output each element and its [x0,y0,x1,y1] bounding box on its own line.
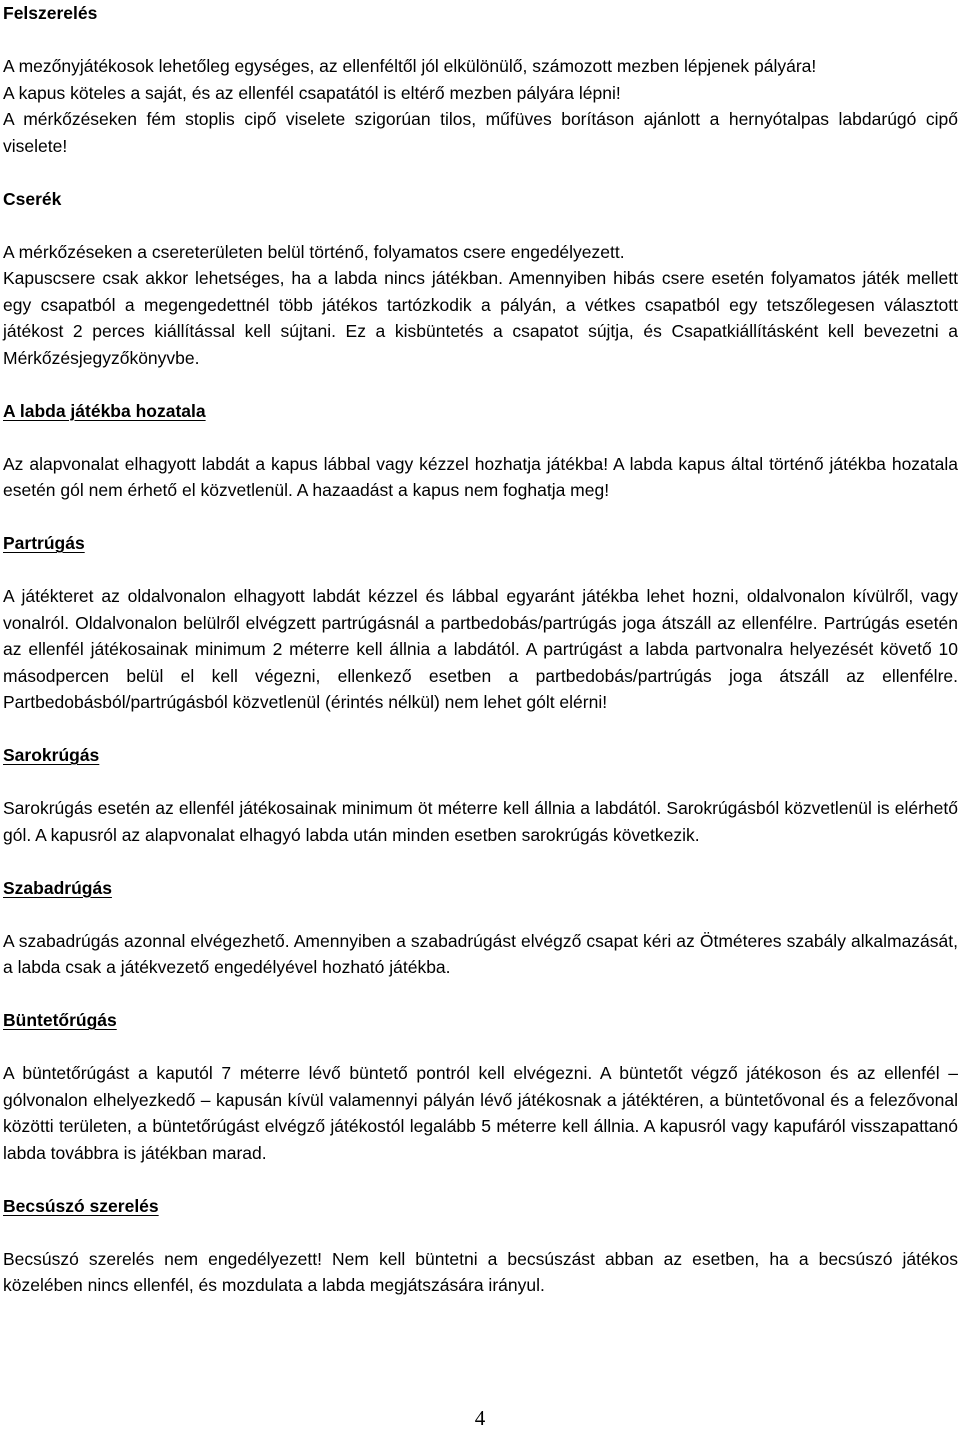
paragraph: A játékteret az oldalvonalon elhagyott labdát kézzel és lábbal egyaránt játékba lehet hozni, oldalvonalon kívülről, vagy vonalról. Oldalvonalon belülről elvégzett partrúgásnál a partbedobás/partrúgás joga átszáll az ellenfélre. Partrúgás esetén az ellenfél játékosainak minimum 2 méterre kell állnia a labdától. A partrúgást a labda partvonalra helyezését követő 10 másodpercen belül el kell végezni, ellenkező esetben a partbedobás/partrúgás joga átszáll az ellenfélre. Partbedobásból/partrúgásból közvetlenül (érintés nélkül) nem lehet gólt elérni! [3,586,958,712]
paragraph: Sarokrúgás esetén az ellenfél játékosainak minimum öt méterre kell állnia a labdától. Sarokrúgásból közvetlenül is elérhető gól. A kapusról az alapvonalat elhagyó labda után minden esetben sarokrúgás következik. [3,798,958,845]
paragraph: Kapuscsere csak akkor lehetséges, ha a labda nincs játékban. Amennyiben hibás csere esetén folyamatos játék mellett egy csapatból a megengedettnél több játékos tartózkodik a pályán, a vétkes csapatból egy tetszőlegesen választott játékost 2 perces kiállítással kell sújtani. Ez a kisbüntetés a csapatot sújtja, és Csapatkiállításként kell bevezetni a Mérkőzésjegyzőkönyvbe. [3,268,958,368]
paragraph: A szabadrúgás azonnal elvégezhető. Amennyiben a szabadrúgást elvégző csapat kéri az Ötméteres szabály alkalmazását, a labda csak a játékvezető engedélyével hozható játékba. [3,930,958,977]
section-title-felszereles: Felszerelés [3,3,98,23]
paragraph: A mérkőzéseken a csereterületen belül történő, folyamatos csere engedélyezett. [3,241,625,262]
section-title-partrugas: Partrúgás [3,533,85,553]
section-title-szabadrugas: Szabadrúgás [3,877,112,898]
paragraph: A kapus köteles a saját, és az ellenfél csapatától is eltérő mezben pályára lépni! [3,82,621,103]
paragraph: Becsúszó szerelés nem engedélyezett! Nem kell büntetni a becsúszást abban az esetben, ha a becsúszó játékos közelében nincs ellenfél, és mozdulata a labda megjátszására irányul. [3,1248,958,1295]
document-page [3,0,958,1299]
section-title-labda-jatekba-hozatala: A labda játékba hozatala [3,400,206,421]
section-title-becsuszo-szereles: Becsúszó szerelés [3,1195,159,1216]
paragraph: Az alapvonalat elhagyott labdát a kapus lábbal vagy kézzel hozhatja játékba! A labda kapus által történő játékba hozatala esetén gól nem érhető el közvetlenül. A hazaadást a kapus nem foghatja meg! [3,453,958,500]
section-title-sarokrugas: Sarokrúgás [3,745,100,765]
paragraph: A mezőnyjátékosok lehetőleg egységes, az ellenféltől jól elkülönülő, számozott mezben lépjenek pályára! [3,56,817,76]
paragraph: A mérkőzéseken fém stoplis cipő viselete szigorúan tilos, műfüves borításon ajánlott a hernyótalpas labdarúgó cipő viselete! [3,109,958,156]
section-title-cserek: Cserék [3,188,62,209]
page-number: 4 [474,1406,486,1430]
paragraph: A büntetőrúgást a kaputól 7 méterre lévő büntető pontról kell elvégezni. A büntetőt végző játékoson és az ellenfél – gólvonalon elhelyezkedő – kapusán kívül valamennyi pályán lévő játékosnak a játéktéren, a büntetővonal és a felezővonal közötti területen, a büntetőrúgást elvégző játékostól legalább 5 méterre kell állnia. A kapusról vagy kapufáról visszapattanó labda továbbra is játékban marad. [3,1063,958,1163]
section-title-buntetorugas: Büntetőrúgás [3,1010,117,1030]
